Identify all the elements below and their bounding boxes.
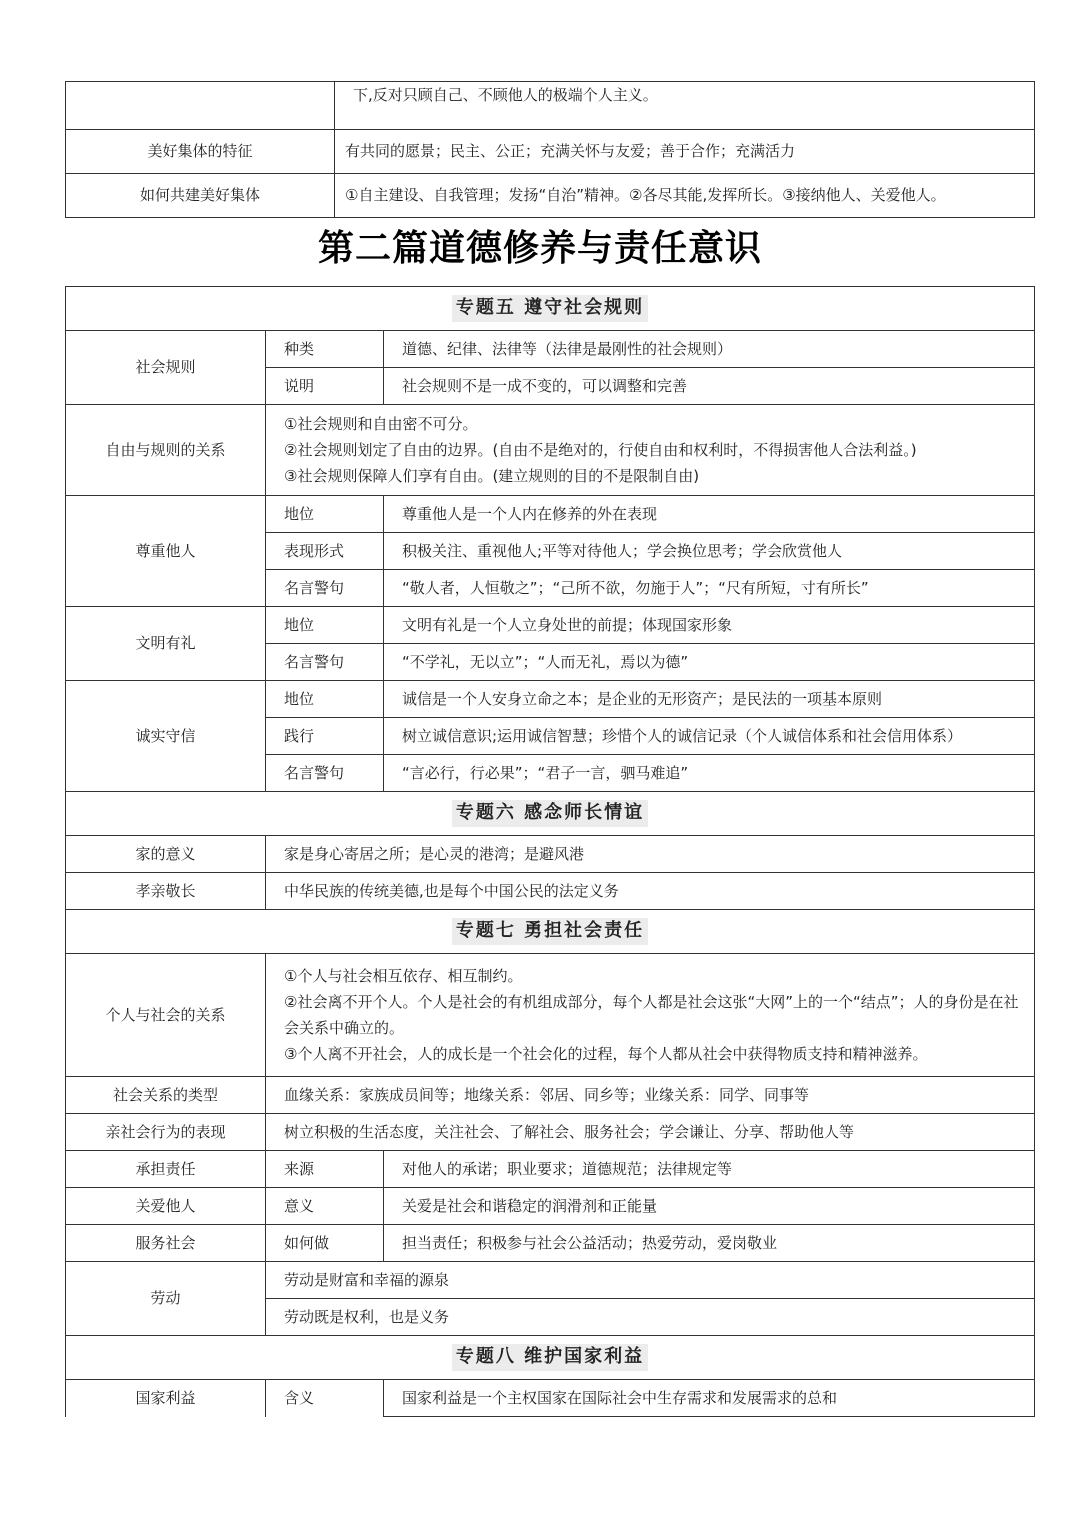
row-key: 名言警句 — [266, 570, 384, 607]
table-row — [66, 1225, 1035, 1262]
row-key: 如何做 — [266, 1225, 384, 1262]
section-header — [66, 910, 1035, 954]
main-table — [65, 286, 1035, 1417]
row-key: 来源 — [266, 1151, 384, 1188]
line: ③社会规则保障人们享有自由。(建立规则的目的不是限制自由) — [284, 467, 700, 485]
table-row — [66, 331, 1035, 368]
row-label: 社会规则 — [66, 331, 266, 405]
row-value: “敬人者，人恒敬之”；“己所不欲，勿施于人”；“尺有所短，寸有所长” — [384, 570, 1035, 607]
section-header — [66, 792, 1035, 836]
row-value: 担当责任；积极参与社会公益活动；热爱劳动，爱岗敬业 — [384, 1225, 1035, 1262]
row-value: 国家利益是一个主权国家在国际社会中生存需求和发展需求的总和 — [384, 1380, 1035, 1417]
topic6-header-text: 专题六 感念师长情谊 — [452, 800, 648, 827]
topic7-header-text: 专题七 勇担社会责任 — [452, 918, 648, 945]
row-value: 家是身心寄居之所；是心灵的港湾；是避风港 — [266, 836, 1035, 873]
row-value — [266, 405, 1035, 496]
row-value: 积极关注、重视他人;平等对待他人；学会换位思考；学会欣赏他人 — [384, 533, 1035, 570]
row-key: 地位 — [266, 681, 384, 718]
table-row — [66, 496, 1035, 533]
row-content: ①自主建设、自我管理；发扬“自治”精神。②各尽其能,发挥所长。③接纳他人、关爱他人。 — [335, 174, 1035, 218]
topic5-header-text: 专题五 遵守社会规则 — [452, 295, 648, 322]
row-label: 尊重他人 — [66, 496, 266, 607]
row-label: 服务社会 — [66, 1225, 266, 1262]
line: ②社会离不开个人。个人是社会的有机组成部分，每个人都是社会这张“大网”上的一个“结点”；人的身份是在社会关系中确立的。 — [284, 993, 1019, 1037]
topic7-header — [66, 910, 1035, 954]
row-key: 表现形式 — [266, 533, 384, 570]
line: ①个人与社会相互依存、相互制约。 — [284, 967, 523, 985]
row-label: 诚实守信 — [66, 681, 266, 792]
row-label: 社会关系的类型 — [66, 1077, 266, 1114]
row-label: 如何共建美好集体 — [66, 174, 335, 218]
row-value: 中华民族的传统美德,也是每个中国公民的法定义务 — [266, 873, 1035, 910]
row-key: 地位 — [266, 607, 384, 644]
line: ①社会规则和自由密不可分。 — [284, 415, 478, 433]
table-row — [66, 836, 1035, 873]
row-value: 劳动既是权利，也是义务 — [266, 1299, 1035, 1336]
line: ②社会规则划定了自由的边界。(自由不是绝对的，行使自由和权利时，不得损害他人合法利益。) — [284, 441, 917, 459]
page-title: 第二篇道德修养与责任意识 — [317, 228, 762, 269]
row-label: 劳动 — [66, 1262, 266, 1336]
row-key: 地位 — [266, 496, 384, 533]
row-content: 有共同的愿景；民主、公正；充满关怀与友爱；善于合作；充满活力 — [335, 130, 1035, 174]
table-row — [66, 873, 1035, 910]
topic8-header-text: 专题八 维护国家利益 — [452, 1344, 648, 1371]
topic8-header — [66, 1336, 1035, 1380]
row-value: 尊重他人是一个人内在修养的外在表现 — [384, 496, 1035, 533]
row-value: 对他人的承诺；职业要求；道德规范；法律规定等 — [384, 1151, 1035, 1188]
table-row — [66, 607, 1035, 644]
row-key: 名言警句 — [266, 755, 384, 792]
table-row — [66, 1380, 1035, 1417]
table-row — [66, 954, 1035, 1077]
table-row — [66, 681, 1035, 718]
table-row — [66, 130, 1035, 174]
table-row — [66, 174, 1035, 218]
row-label: 文明有礼 — [66, 607, 266, 681]
row-key: 意义 — [266, 1188, 384, 1225]
line: ③个人离不开社会，人的成长是一个社会化的过程，每个人都从社会中获得物质支持和精神滋养。 — [284, 1045, 928, 1063]
row-value: 诚信是一个人安身立命之本；是企业的无形资产；是民法的一项基本原则 — [384, 681, 1035, 718]
row-key: 说明 — [266, 368, 384, 405]
row-value: 文明有礼是一个人立身处世的前提；体现国家形象 — [384, 607, 1035, 644]
row-value: 树立积极的生活态度，关注社会、了解社会、服务社会；学会谦让、分享、帮助他人等 — [266, 1114, 1035, 1151]
row-key: 践行 — [266, 718, 384, 755]
table-row — [66, 1114, 1035, 1151]
topic5-header — [66, 287, 1035, 331]
table-row — [66, 1188, 1035, 1225]
table-row — [66, 1151, 1035, 1188]
row-key: 种类 — [266, 331, 384, 368]
row-value: “不学礼，无以立”；“人而无礼，焉以为德” — [384, 644, 1035, 681]
row-label: 美好集体的特征 — [66, 130, 335, 174]
row-value: 社会规则不是一成不变的，可以调整和完善 — [384, 368, 1035, 405]
row-label: 国家利益 — [66, 1380, 266, 1417]
row-key: 含义 — [266, 1380, 384, 1417]
row-value: 道德、纪律、法律等（法律是最刚性的社会规则） — [384, 331, 1035, 368]
row-label: 自由与规则的关系 — [66, 405, 266, 496]
row-content: 下,反对只顾自己、不顾他人的极端个人主义。 — [335, 82, 1035, 130]
row-value: 劳动是财富和幸福的源泉 — [266, 1262, 1035, 1299]
section-header — [66, 287, 1035, 331]
table-row — [66, 1262, 1035, 1299]
row-value: 关爱是社会和谐稳定的润滑剂和正能量 — [384, 1188, 1035, 1225]
table-row — [66, 405, 1035, 496]
top-table — [65, 81, 1035, 218]
row-label — [66, 82, 335, 130]
row-value: 树立诚信意识;运用诚信智慧；珍惜个人的诚信记录（个人诚信体系和社会信用体系） — [384, 718, 1035, 755]
row-value: 血缘关系：家族成员间等；地缘关系：邻居、同乡等；业缘关系：同学、同事等 — [266, 1077, 1035, 1114]
row-label: 亲社会行为的表现 — [66, 1114, 266, 1151]
table-row — [66, 1077, 1035, 1114]
table-row — [66, 82, 1035, 130]
row-key: 名言警句 — [266, 644, 384, 681]
row-value: “言必行，行必果”；“君子一言，驷马难追” — [384, 755, 1035, 792]
topic6-header — [66, 792, 1035, 836]
row-label: 家的意义 — [66, 836, 266, 873]
row-label: 个人与社会的关系 — [66, 954, 266, 1077]
section-header — [66, 1336, 1035, 1380]
row-label: 承担责任 — [66, 1151, 266, 1188]
row-label: 关爱他人 — [66, 1188, 266, 1225]
row-label: 孝亲敬长 — [66, 873, 266, 910]
row-value — [266, 954, 1035, 1077]
